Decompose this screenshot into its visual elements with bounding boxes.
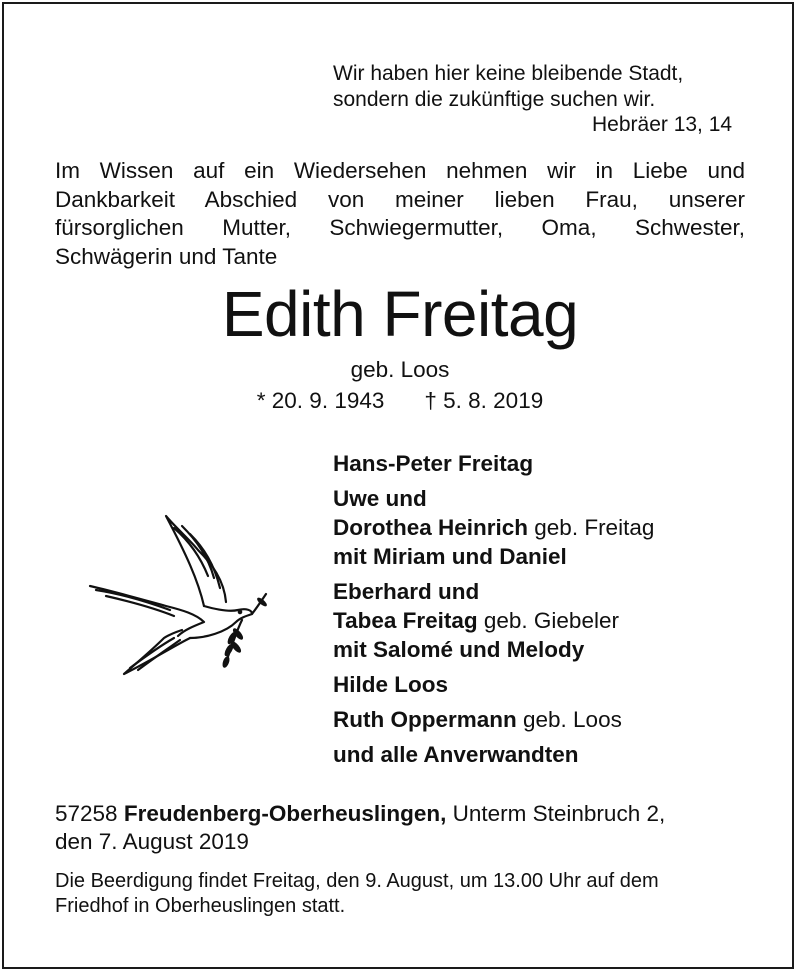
intro-line-4: Schwägerin und Tante (55, 243, 278, 269)
maiden-name: geb. Loos (350, 357, 450, 382)
motto-line-1: Wir haben hier keine bleibende Stadt, (333, 62, 684, 85)
dove-with-olive-branch-icon (86, 510, 270, 680)
town: Freudenberg-Oberheuslingen, (123, 801, 447, 826)
birth-date: * 20. 9. 1943 (256, 388, 385, 413)
mourner-daughter-in-law-1: Dorothea Heinrich geb. Freitag (333, 515, 655, 540)
mourner-sister: Hilde Loos (333, 672, 449, 697)
mourner-husband: Hans-Peter Freitag (333, 451, 534, 476)
mourners-list (333, 449, 654, 769)
life-dates (0, 387, 800, 415)
funeral-note (55, 869, 659, 919)
mourner-son-2: Eberhard und (333, 579, 480, 604)
place-date: den 7. August 2019 (55, 829, 249, 854)
grandchildren-2: mit Salomé und Melody (333, 637, 585, 662)
mourner-daughter-in-law-2: Tabea Freitag geb. Giebeler (333, 608, 619, 633)
street: Unterm Steinbruch 2, (446, 801, 666, 826)
intro-line-2: Dankbarkeit Abschied von meiner lieben Frau, unserer (55, 186, 745, 212)
intro-line-3: fürsorglichen Mutter, Schwiegermutter, Oma, Schwester, (55, 215, 745, 240)
mourner-son-1: Uwe und (333, 486, 427, 511)
funeral-note-line-2: Friedhof in Oberheuslingen statt. (55, 895, 346, 917)
death-date: † 5. 8. 2019 (424, 388, 544, 413)
mourner-relatives: und alle Anverwandten (333, 742, 579, 767)
motto-line-2: sondern die zukünftige suchen wir. (333, 88, 656, 111)
address-line: 57258 Freudenberg-Oberheuslingen, Unterm Steinbruch 2, (55, 801, 666, 826)
intro-line-1: Im Wissen auf ein Wiedersehen nehmen wir in Liebe und (55, 158, 745, 183)
grandchildren-1: mit Miriam und Daniel (333, 544, 567, 569)
intro-paragraph (55, 157, 745, 271)
motto-source: Hebräer 13, 14 (592, 113, 733, 136)
mourner-sister-2: Ruth Oppermann geb. Loos (333, 707, 622, 732)
deceased-name: Edith Freitag (221, 278, 579, 350)
funeral-note-line-1: Die Beerdigung findet Freitag, den 9. August, um 13.00 Uhr auf dem (55, 870, 659, 892)
